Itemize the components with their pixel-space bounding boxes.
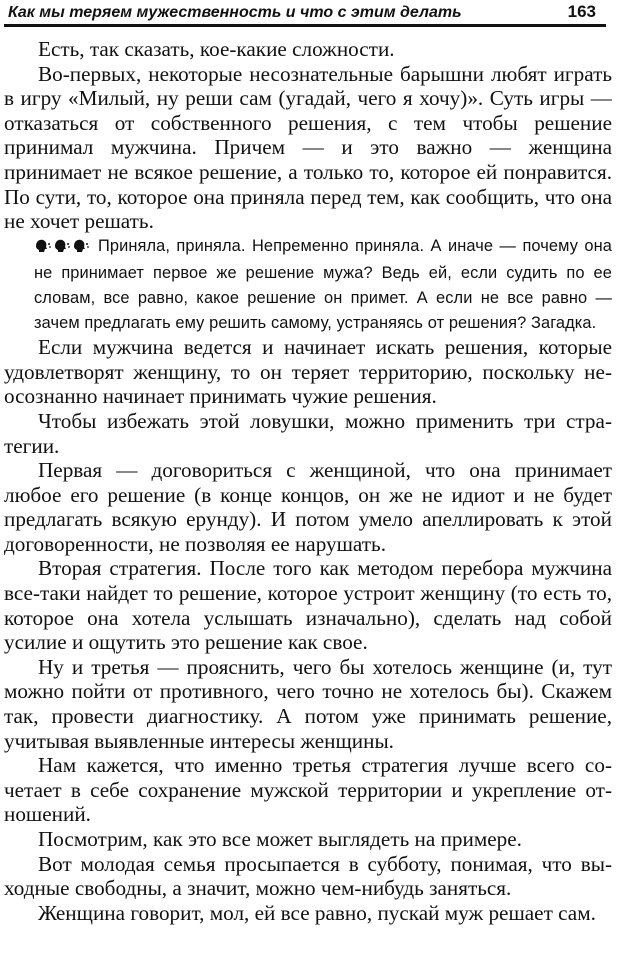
running-header	[4, 0, 606, 27]
paragraph: Первая — договориться с женщиной, что она принимает любое его решение (в конце концов, он же не идиот и не будет предлагать всякую ерунду). И потом умело апеллировать к этой договоренности, не позволяя ее нарушать.	[4, 458, 612, 556]
paragraph: Если мужчина ведется и начинает искать решения, которые удовлетворят женщину, то он теряет территорию, поскольку неосознанно начинает принимать чужие решения.	[4, 335, 612, 409]
paragraph: Женщина говорит, мол, ей все равно, пускай муж решает сам.	[38, 900, 596, 925]
talking-heads-icon	[34, 237, 92, 262]
paragraph: Вторая стратегия. После того как методом перебора мужчина все-таки найдет то решение, которое устроит женщину (то есть то, которое она хотела услышать изначально), сделать над собой усилие и ощутить это решение как свое.	[4, 556, 612, 655]
paragraph: Нам кажется, что именно третья стратегия лучше всего сочетает в себе сохранение мужской территории и укрепление отношений.	[4, 753, 612, 827]
page-number: 163	[567, 2, 596, 21]
paragraph: Есть, так сказать, кое-какие сложности.	[38, 37, 395, 61]
paragraph: Посмотрим, как это все может выглядеть на примере.	[38, 827, 522, 851]
commentary-note	[4, 234, 612, 335]
paragraph: Ну и третья — прояснить, чего бы хотелось женщине (и, тут можно пойти от противного, чего точно не хотелось бы). Скажем так, провести диагностику. А потом уже принимать решение, учитывая выявленные интересы женщины.	[4, 654, 612, 753]
paragraph: Чтобы избежать этой ловушки, можно применить три стратегии.	[4, 408, 612, 458]
note-text: Приняла, приняла. Непременно приняла. А иначе — почему она не принимает первое же решение мужа? Ведь ей, если судить по ее словам, все равно, какое решение он примет. А если не все равно — зачем предлагать ему решить самому, устраняясь от решения? Загадка.	[34, 236, 612, 332]
running-title: Как мы теряем мужественность и что с этим делать	[8, 4, 462, 21]
page-body	[4, 27, 612, 925]
paragraph: Во-первых, некоторые несознательные барышни любят играть в игру «Милый, ну реши сам (угадай, чего я хочу)». Суть игры — отказаться от собственного решения, с тем чтобы решение принимал мужчина. Причем — и это важно — женщина принимает не всякое решение, а только то, которое ей понравится. По сути, то, которое она приняла перед тем, как сообщить, что она не хочет решать.	[4, 61, 612, 234]
paragraph: Вот молодая семья просыпается в субботу, понимая, что выходные свободны, а значит, можно чем-нибудь заняться.	[4, 851, 612, 901]
